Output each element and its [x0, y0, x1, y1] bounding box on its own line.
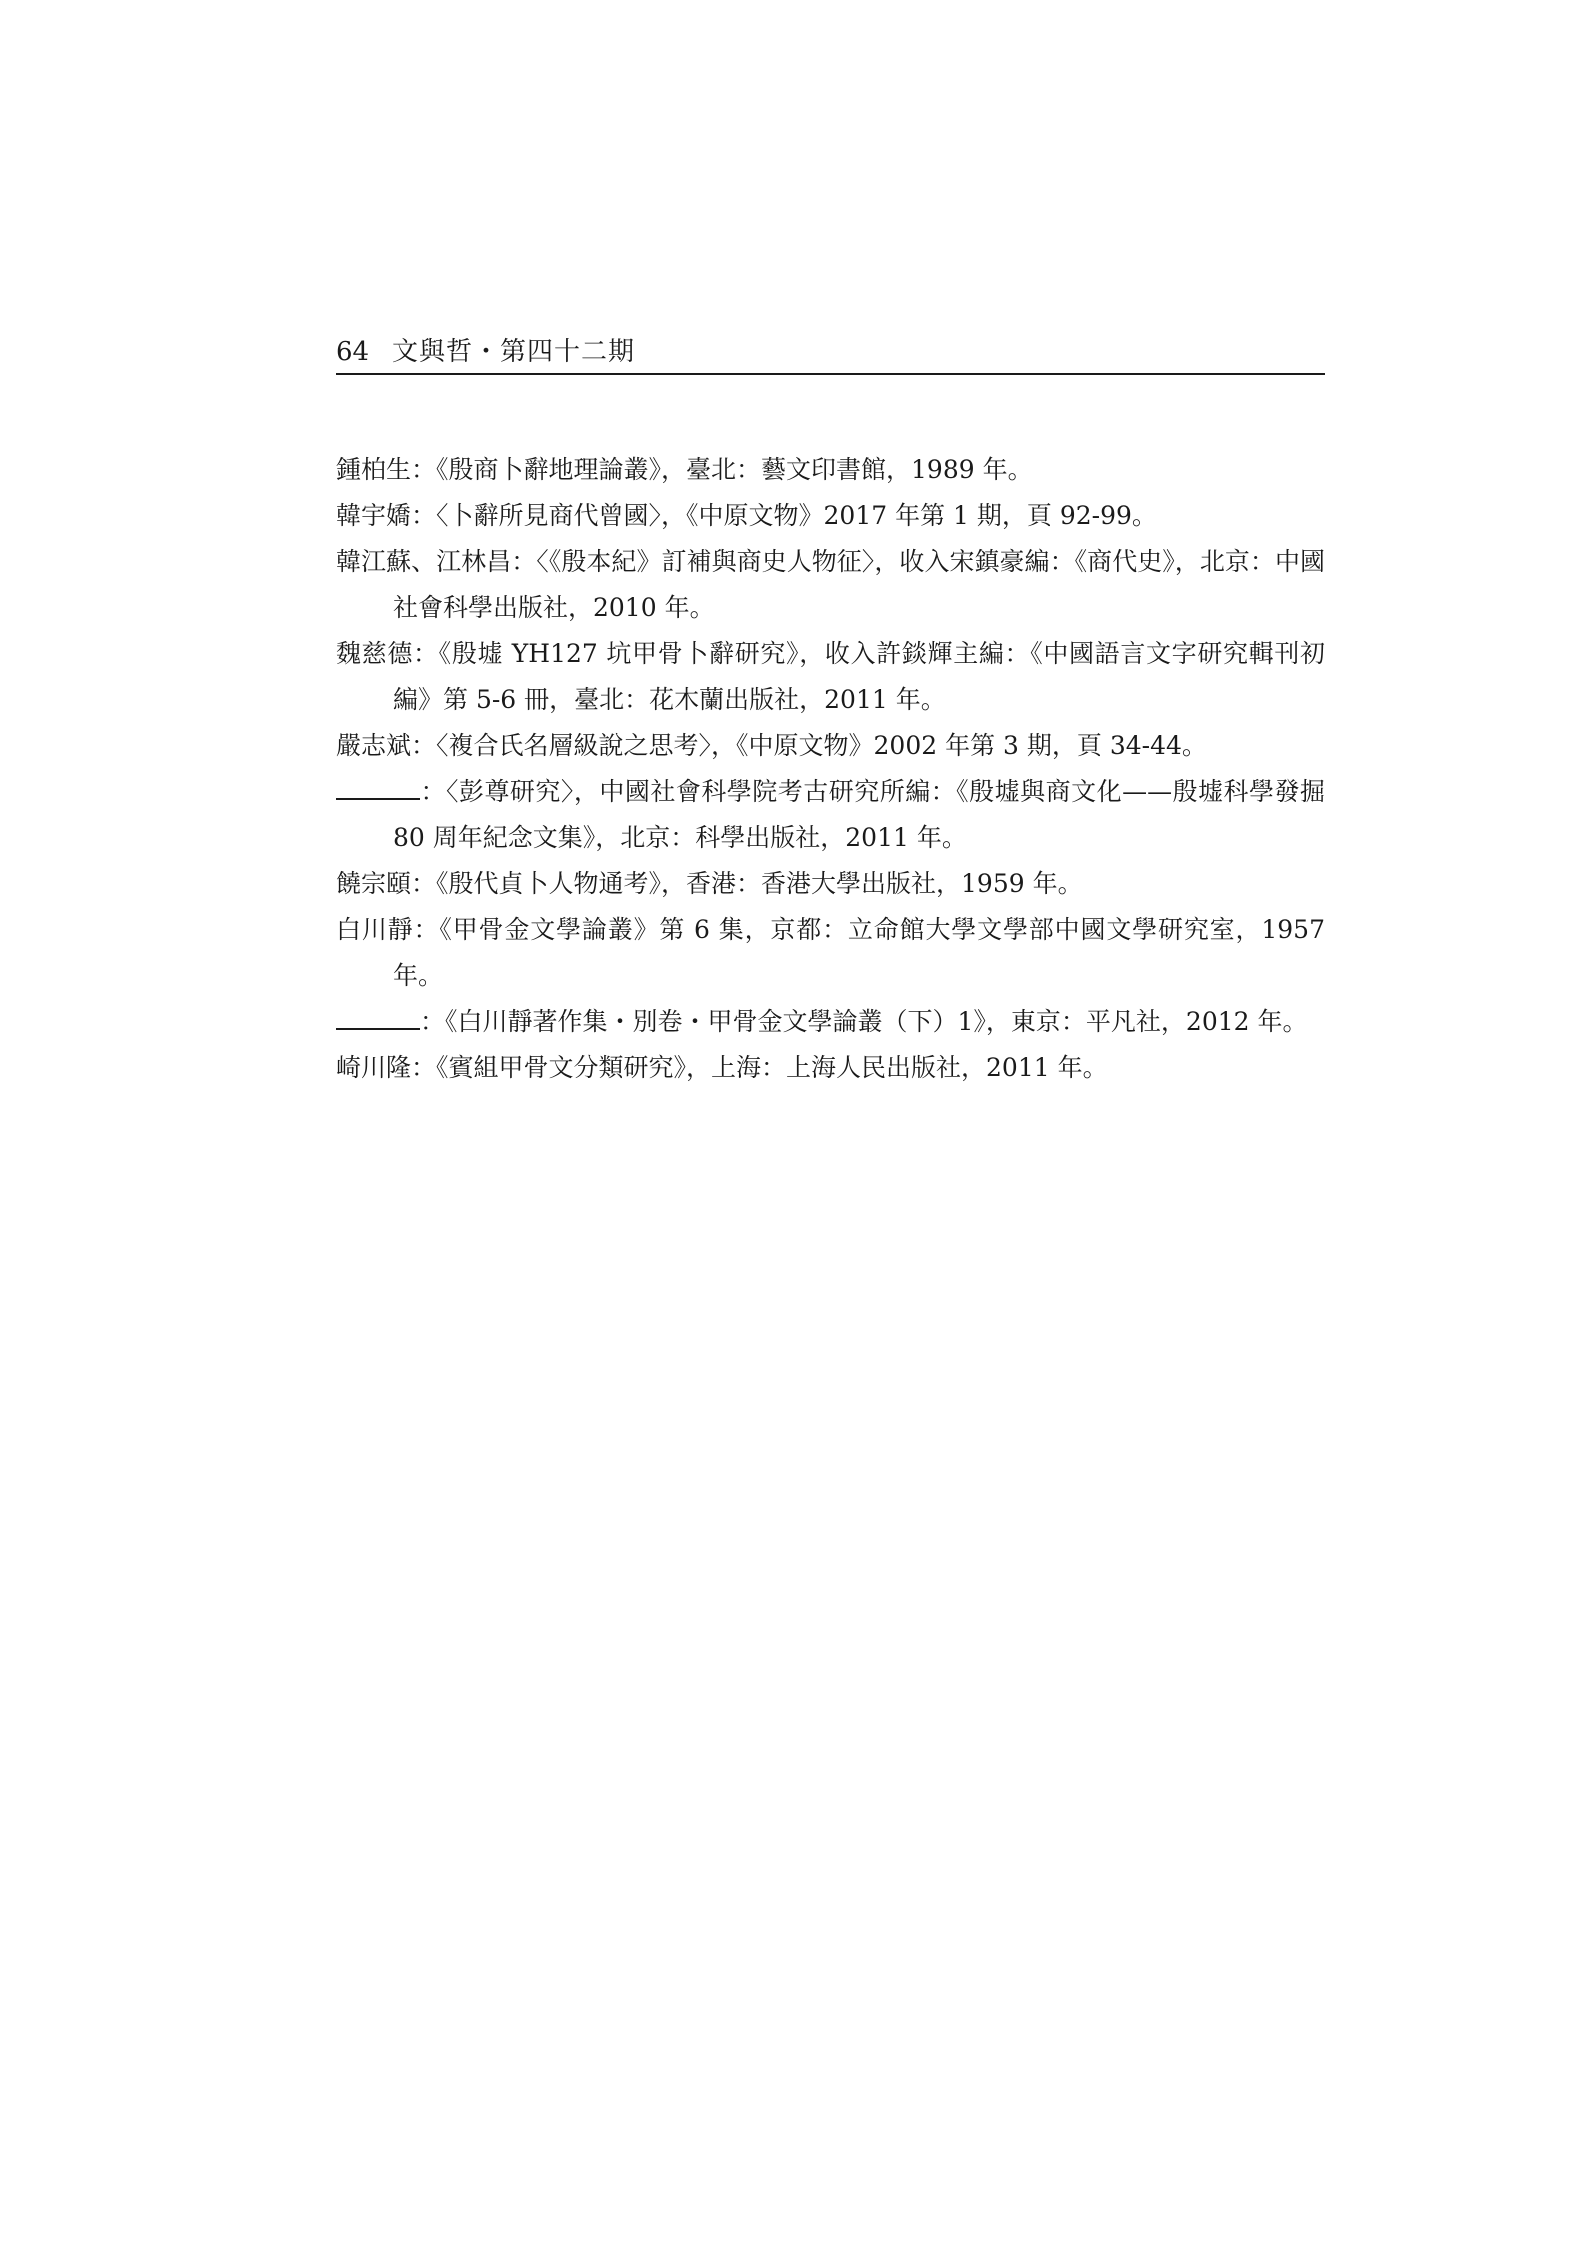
running-head: 文與哲・第四十二期 — [392, 337, 636, 367]
bibliography-entry — [336, 539, 1325, 631]
entry-text: ：《白川靜著作集・別卷・甲骨金文學論叢（下）1》，東京：平凡社，2012 年。 — [420, 1007, 1308, 1036]
repeat-author-rule — [336, 1002, 420, 1030]
bibliography-entry — [336, 447, 1325, 493]
bibliography-entry — [336, 631, 1325, 723]
entry-text: 崎川隆：《賓組甲骨文分類研究》，上海：上海人民出版社，2011 年。 — [336, 1053, 1108, 1082]
page-header — [336, 333, 1325, 375]
bibliography-entry — [336, 907, 1325, 999]
entry-text: 白川靜：《甲骨金文學論叢》第 6 集，京都：立命館大學文學部中國文學研究室，1957 年。 — [336, 915, 1325, 990]
bibliography-entry — [336, 769, 1325, 861]
bibliography-entry — [336, 999, 1325, 1045]
bibliography-list — [336, 447, 1325, 1091]
bibliography-entry — [336, 1045, 1325, 1091]
entry-text: 韓江蘇、江林昌：〈《殷本紀》訂補與商史人物征〉，收入宋鎮豪編：《商代史》，北京：中國社會科學出版社，2010 年。 — [336, 547, 1325, 622]
entry-text: 韓宇嬌：〈卜辭所見商代曾國〉，《中原文物》2017 年第 1 期，頁 92-99。 — [336, 501, 1157, 530]
page-number: 64 — [336, 337, 370, 367]
bibliography-entry — [336, 861, 1325, 907]
repeat-author-rule — [336, 772, 420, 800]
entry-text: ：〈彭尊研究〉，中國社會科學院考古研究所編：《殷墟與商文化——殷墟科學發掘 80 周年紀念文集》，北京：科學出版社，2011 年。 — [393, 777, 1325, 852]
bibliography-entry — [336, 723, 1325, 769]
bibliography-entry — [336, 493, 1325, 539]
entry-text: 嚴志斌：〈複合氏名層級說之思考〉，《中原文物》2002 年第 3 期，頁 34-44。 — [336, 731, 1207, 760]
entry-text: 饒宗頤：《殷代貞卜人物通考》，香港：香港大學出版社，1959 年。 — [336, 869, 1083, 898]
entry-text: 魏慈德：《殷墟 YH127 坑甲骨卜辭研究》，收入許錟輝主編：《中國語言文字研究輯刊初編》第 5-6 冊，臺北：花木蘭出版社，2011 年。 — [336, 639, 1325, 714]
entry-text: 鍾柏生：《殷商卜辭地理論叢》，臺北：藝文印書館，1989 年。 — [336, 455, 1033, 484]
